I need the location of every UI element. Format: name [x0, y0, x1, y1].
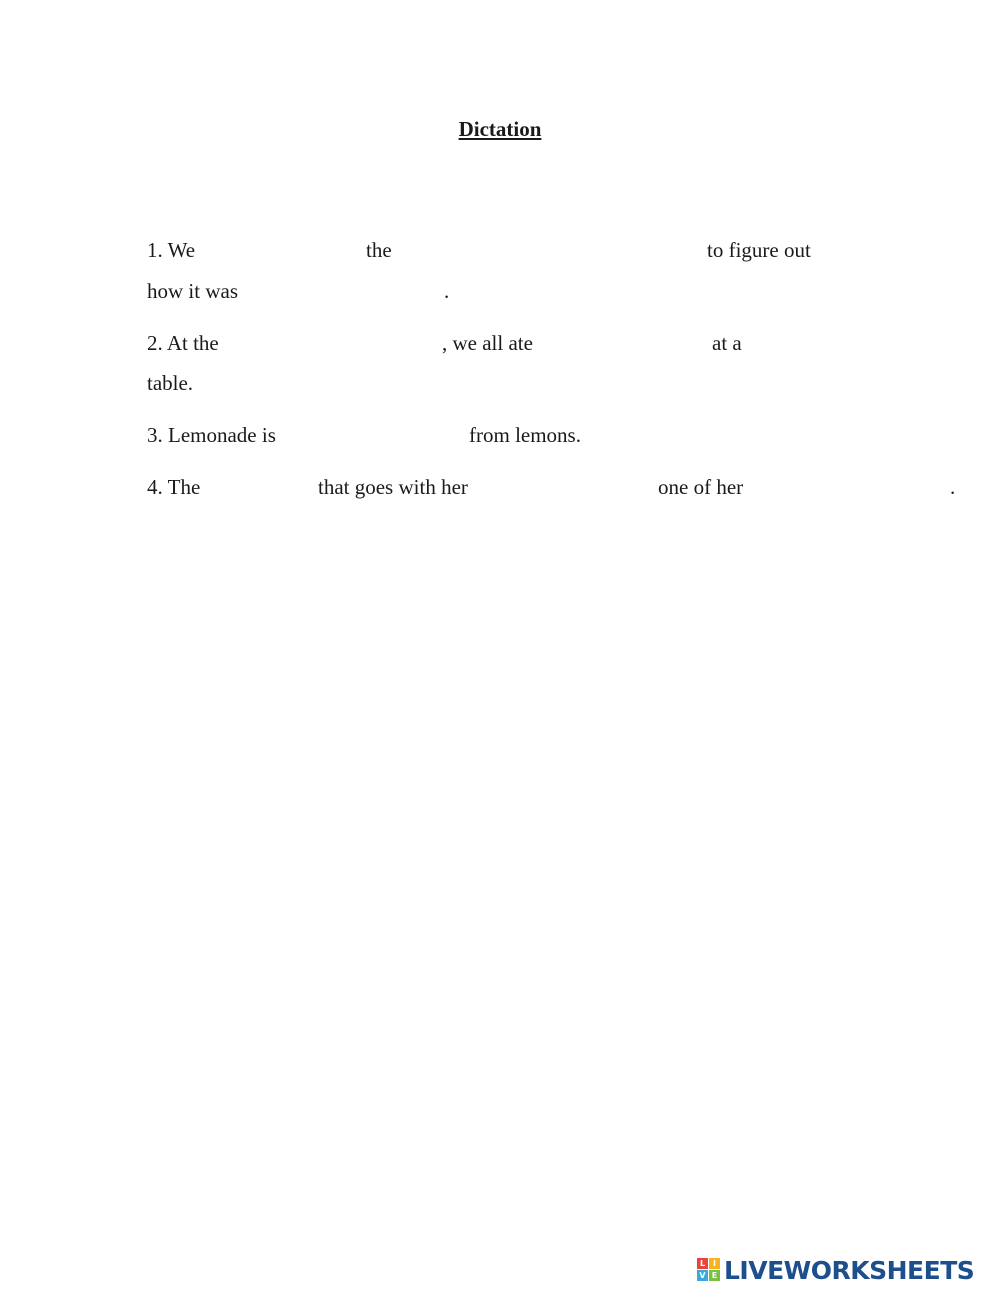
answer-blank-6[interactable] — [752, 329, 952, 355]
answer-blank-4[interactable] — [232, 329, 437, 355]
sentence-4-text-2: that goes with her — [318, 475, 468, 499]
sentence-2-text-2: , we all ate — [442, 331, 533, 355]
sentence-1-text-3: to figure out — [707, 238, 811, 262]
logo-blocks-icon — [697, 1258, 721, 1282]
answer-blank-2[interactable] — [402, 236, 702, 262]
sentence-1-text-1: 1. We — [147, 238, 196, 262]
sentence-4-text-3: one of her — [658, 475, 744, 499]
sentence-1-text-2: the — [366, 238, 392, 262]
sentence-3-text-2: from lemons. — [469, 423, 581, 447]
worksheet-title: Dictation — [458, 117, 542, 141]
sentence-4-text-1: 4. The — [147, 475, 201, 499]
logo-text: LIVEWORKSHEETS — [724, 1255, 975, 1285]
logo-letter-i: I — [709, 1258, 720, 1269]
sentence-3-text-1: 3. Lemonade is — [147, 423, 276, 447]
answer-blank-5[interactable] — [548, 329, 706, 355]
logo-letter-e: E — [709, 1270, 720, 1281]
answer-blank-9[interactable] — [488, 473, 653, 499]
answer-blank-8[interactable] — [212, 473, 312, 499]
liveworksheets-logo[interactable] — [697, 1255, 974, 1285]
answer-blank-7[interactable] — [293, 421, 463, 447]
sentence-2-text-1: 2. At the — [147, 331, 219, 355]
sentence-2-text-3: at a — [712, 331, 742, 355]
logo-letter-v: V — [697, 1270, 708, 1281]
answer-blank-1[interactable] — [210, 236, 360, 262]
answer-blank-10[interactable] — [758, 473, 946, 499]
logo-letter-l: L — [697, 1258, 708, 1269]
sentence-2-text-4: table. — [147, 371, 194, 395]
answer-blank-3[interactable] — [252, 277, 442, 303]
sentence-1-text-5: . — [444, 279, 450, 303]
sentence-4-text-4: . — [950, 475, 956, 499]
sentence-1-text-4: how it was — [147, 279, 238, 303]
